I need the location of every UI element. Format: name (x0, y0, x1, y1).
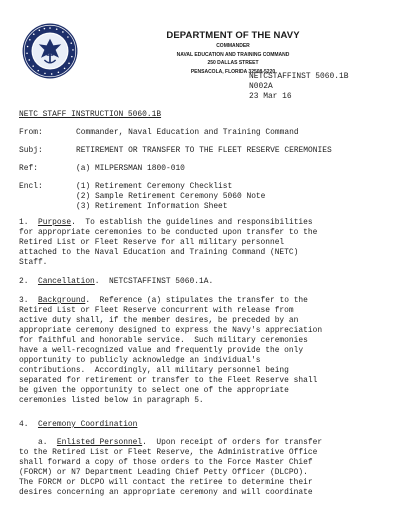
subj-value: RETIREMENT OR TRANSFER TO THE FLEET RESERVE CEREMONIES (76, 146, 332, 155)
cancellation-number: 2. (19, 277, 29, 286)
navy-department-seal-icon (22, 23, 78, 79)
purpose-heading: Purpose (37, 218, 72, 227)
background-line-2: Retired List or Fleet Reserve concurrent with release from (19, 306, 294, 315)
background-line-7: opportunity to publicly acknowledge an individual's (19, 356, 261, 365)
purpose-line-5: Staff. (19, 258, 48, 267)
coordination-number: 4. (19, 420, 29, 429)
subj-label: Subj: (19, 146, 43, 155)
purpose-line-4: attached to the Naval Education and Training Command (NETC) (19, 248, 299, 257)
background-heading: Background (37, 296, 86, 305)
ref-value: (a) MILPERSMAN 1800-010 (76, 164, 185, 173)
background-line-4: appropriate ceremony designed to express the Navy's appreciation (19, 326, 323, 335)
enlisted-line-4: (FORCM) or N7 Department Leading Chief Petty Officer (DLCPO). (19, 468, 308, 477)
letterhead-line-4: PENSACOLA, FLORIDA 32508-5220 (190, 68, 276, 75)
enlisted-line-6: desires concerning an appropriate ceremony and will coordinate (19, 488, 313, 497)
enlisted-line-2: to the Retired List or Fleet Reserve, the Administrative Office (19, 448, 318, 457)
doc-number: NETCSTAFFINST 5060.1B (249, 72, 349, 81)
doc-date: 23 Mar 16 (249, 92, 292, 101)
background-line-10: be given the opportunity to select one of the appropriate (19, 386, 289, 395)
purpose-line-1: To establish the guidelines and responsibilities (85, 218, 313, 227)
enlisted-line-3: shall forward a copy of those orders to the Force Master Chief (19, 458, 313, 467)
enlisted-sub-number: a. (37, 438, 48, 447)
letterhead-line-1: COMMANDER (216, 43, 250, 49)
purpose-paragraph: 1. Purpose. To establish the guidelines and responsibilities (19, 218, 313, 227)
from-value: Commander, Naval Education and Training Command (76, 128, 299, 137)
from-label: From: (19, 128, 43, 137)
purpose-number: 1. (19, 218, 29, 227)
enlisted-heading: Enlisted Personnel (56, 438, 143, 447)
enlisted-subparagraph: a. Enlisted Personnel. Upon receipt of orders for transfer (37, 438, 323, 447)
instruction-title: NETC STAFF INSTRUCTION 5060.1B (19, 110, 162, 119)
letterhead-line-2: NAVAL EDUCATION AND TRAINING COMMAND (176, 51, 290, 58)
coordination-paragraph (19, 420, 137, 430)
ref-label: Ref: (19, 164, 38, 173)
letterhead-line-3: 250 DALLAS STREET (207, 60, 259, 66)
encl-item-3: (3) Retirement Information Sheet (76, 202, 228, 211)
encl-item-1: (1) Retirement Ceremony Checklist (76, 182, 233, 191)
encl-item-2: (2) Sample Retirement Ceremony 5060 Note (76, 192, 266, 201)
purpose-line-2: for appropriate ceremonies to be conducted upon transfer to the (19, 228, 318, 237)
department-name: DEPARTMENT OF THE NAVY (166, 30, 300, 41)
encl-label: Encl: (19, 182, 43, 191)
cancellation-paragraph: 2. Cancellation. NETCSTAFFINST 5060.1A. (19, 277, 214, 286)
cancellation-heading: Cancellation (37, 277, 95, 286)
background-line-11: ceremonies listed below in paragraph 5. (19, 396, 204, 405)
enlisted-line-5: The FORCM or DLCPO will contact the retiree to determine their (19, 478, 313, 487)
purpose-line-3: Retired List or Fleet Reserve for all military personnel (19, 238, 285, 247)
background-line-8: contributions. Accordingly, all military personnel being (19, 366, 289, 375)
coordination-heading: Ceremony Coordination (37, 420, 138, 429)
background-line-9: separated for retirement or transfer to the Fleet Reserve shall (19, 376, 318, 385)
cancellation-text: NETCSTAFFINST 5060.1A. (109, 277, 214, 286)
background-line-5: for faithful and honorable service. Such military ceremonies (19, 336, 308, 345)
letterhead (128, 30, 338, 76)
doc-code: N002A (249, 82, 273, 91)
background-paragraph: 3. Background. Reference (a) stipulates the transfer to the (19, 296, 308, 305)
enlisted-line-1: Upon receipt of orders for transfer (156, 438, 323, 447)
background-line-6: have a well-recognized value and frequently provide the only (19, 346, 304, 355)
background-number: 3. (19, 296, 29, 305)
background-line-3: active duty shall, if the member desires, be preceded by an (19, 316, 299, 325)
background-line-1: Reference (a) stipulates the transfer to the (99, 296, 308, 305)
